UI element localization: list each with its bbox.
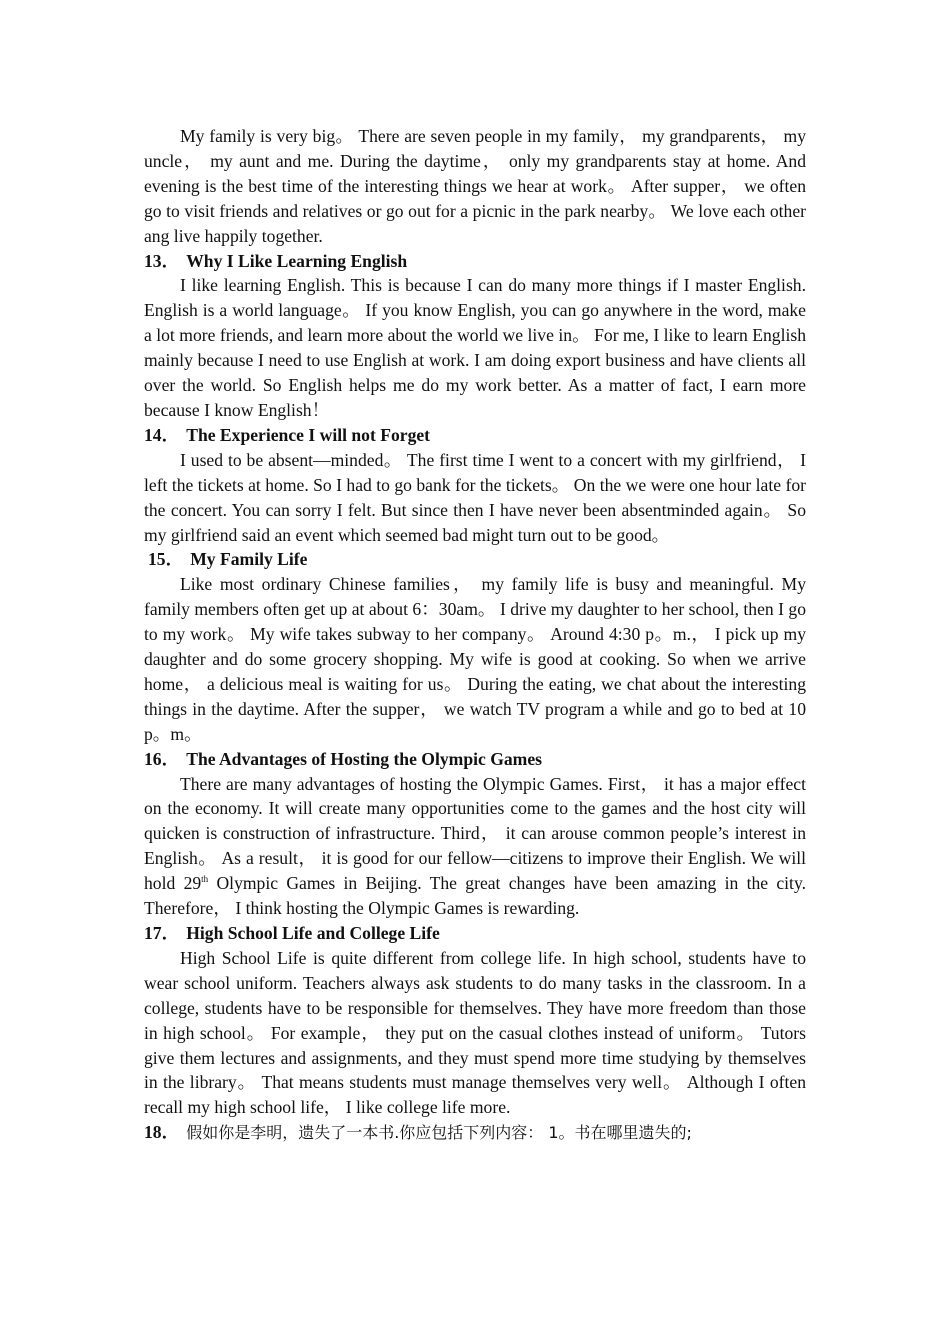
- section-16-body-b: Olympic Games in Beijing. The great changes have been amazing in the city. Therefore， I think hosting the Olympic Games is rewarding.: [144, 873, 806, 919]
- section-14-number: 14．: [144, 424, 180, 445]
- section-13-heading: [144, 249, 806, 274]
- section-14-body: I used to be absent—minded。 The first time I went to a concert with my girlfriend， I left the tickets at home. So I had to go bank for the tickets。 On the we were one hour late for the concert. You can sorry I felt. But since then I have never been absentminded again。 So my girlfriend said an event which seemed bad might turn out to be good。: [144, 449, 806, 545]
- section-16-body: [144, 772, 806, 921]
- section-13-title: Why I Like Learning English: [186, 250, 408, 271]
- ordinal-suffix: th: [201, 874, 209, 885]
- section-15-number: 15．: [148, 549, 184, 570]
- section-18-text: 假如你是李明，遗失了一本书.你应包括下列内容： 1。书在哪里遗失的;: [186, 1123, 692, 1143]
- section-17-number: 17．: [144, 923, 180, 943]
- section-15-title: My Family Life: [190, 549, 308, 570]
- section-17-body: High School Life is quite different from college life. In high school, students have to wear school uniform. Teachers always ask students to do many tasks in the classroom. In a college, students have to be responsible for themselves. They have more freedom than those in high school。 For example， they put on the casual clothes instead of uniform。 Tutors give them lectures and assignments, and they must spend more time studying by themselves in the library。 That means students must manage themselves very well。 Although I often recall my high school life， I like college life more.: [144, 947, 806, 1118]
- section-13-body: I like learning English. This is because I can do many more things if I master English. English is a world language。 If you know English, you can go anywhere in the word, make a lot more friends, and learn more about the world we live in。 For me, I like to learn English mainly because I need to use English at work. I am doing export business and have clients all over the world. So English helps me do my work better. As a matter of fact, I earn more because I know English！: [144, 275, 806, 420]
- section-18-line: [144, 1120, 806, 1146]
- section-16-number: 16．: [144, 748, 180, 769]
- section-18-number: 18．: [144, 1122, 180, 1143]
- section-16-body-a: There are many advantages of hosting the Olympic Games. First， it has a major effect on the economy. It will create many opportunities come to the games and the host city will quicken is construction of infrastructure. Third， it can arouse common people’s interest in English。 As a result， it is good for our fellow—citizens to improve their English. We will hold 29: [144, 773, 806, 894]
- section-15-body: Like most ordinary Chinese families， my family life is busy and meaningful. My family members often get up at about 6：30am。 I drive my daughter to her school, then I go to my work。 My wife takes subway to her company。 Around 4:30 p。m.， I pick up my daughter and do some grocery shopping. My wife is good at cooking. So when we arrive home， a delicious meal is waiting for us。 During the eating, we chat about the interesting things in the daytime. After the supper， we watch TV program a while and go to bed at 10 p。m。: [144, 574, 806, 744]
- section-13-number: 13．: [144, 250, 180, 271]
- section-16-heading: [144, 747, 806, 772]
- intro-paragraph: My family is very big。 There are seven people in my family， my grandparents， my uncle， my aunt and me. During the daytime， only my grandparents stay at home. And evening is the best time of the interesting things we hear at work。 After supper， we often go to visit friends and relatives or go out for a picnic in the park nearby。 We love each other ang live happily together.: [144, 126, 806, 246]
- section-17-heading: [144, 921, 806, 946]
- section-15-heading: [144, 547, 806, 572]
- section-16-title: The Advantages of Hosting the Olympic Games: [186, 748, 542, 769]
- section-17-title: High School Life and College Life: [186, 923, 440, 943]
- section-14-title: The Experience I will not Forget: [186, 424, 431, 445]
- section-14-heading: [144, 423, 806, 448]
- document-page: [144, 124, 806, 1146]
